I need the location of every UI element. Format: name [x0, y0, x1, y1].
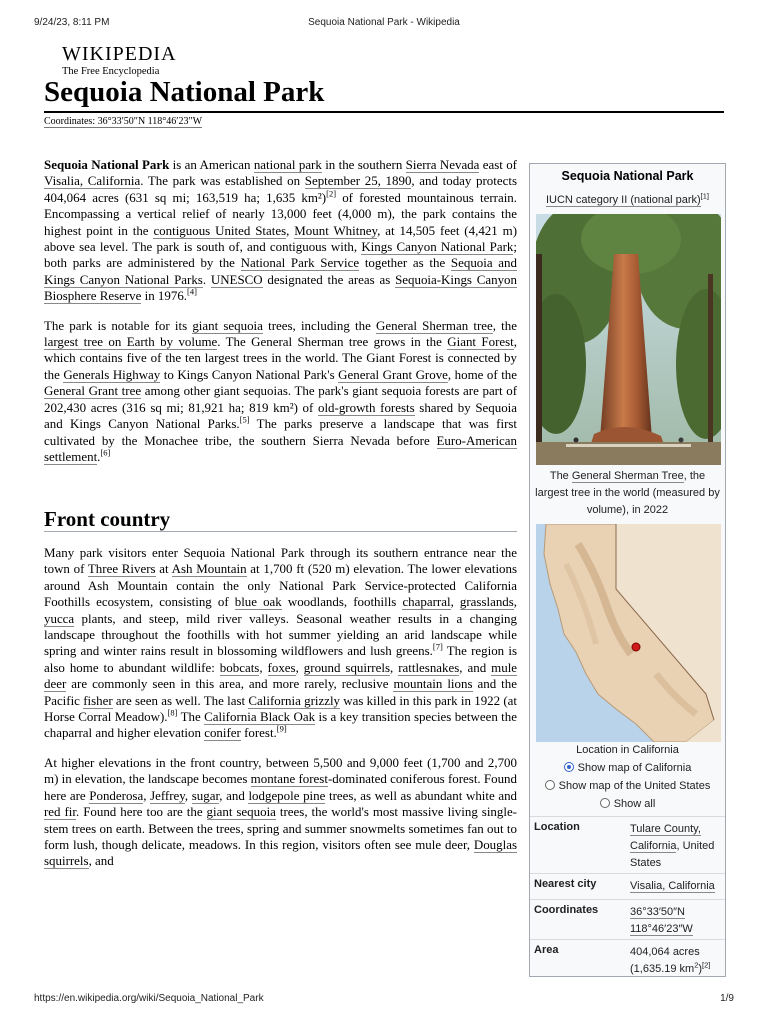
front-country-body: [44, 545, 517, 883]
infobox: [529, 163, 726, 977]
print-page-title: Sequoia National Park - Wikipedia: [308, 17, 460, 28]
article-link[interactable]: Giant Forest: [447, 334, 514, 350]
intro-paragraph-1: Sequoia National Park is an American national park in the southern Sierra Nevada east of Visalia, California. The park was established on September 25, 1890, and today protects 404,064 acres (631 sq mi; 163,519 ha; 1,635 km²)[2] of forested mountainous terrain. Encompassing a vertical relief of nearly 13,000 feet (4,000 m), the park contains the highest point in the contiguous United States, Mount Whitney, at 14,505 feet (4,421 m) above sea level. The park is south of, and contiguous with, Kings Canyon National Park; both parks are administered by the National Park Service together as the Sequoia and Kings Canyon National Parks. UNESCO designated the areas as Sequoia-Kings Canyon Biosphere Reserve in 1976.[4]: [44, 157, 518, 304]
article-link[interactable]: Generals Highway: [63, 366, 161, 382]
article-link[interactable]: Three Rivers: [87, 561, 156, 577]
reference-link[interactable]: [7]: [432, 642, 443, 653]
nearest-city-label: Nearest city: [534, 878, 597, 890]
coordinates-text[interactable]: Coordinates: 36°33′50″N 118°46′23″W: [44, 116, 203, 127]
tree-photo-caption: The General Sherman Tree, the largest tree in the world (measured by volume), in 2022: [535, 470, 720, 516]
reference-link[interactable]: [9]: [276, 724, 287, 735]
reference-link[interactable]: [5]: [239, 414, 250, 425]
article-link[interactable]: bobcats: [219, 659, 260, 675]
page-title: Sequoia National Park: [44, 76, 325, 108]
article-link[interactable]: General Grant Grove: [338, 366, 448, 382]
visalia-link[interactable]: Visalia, California: [630, 880, 715, 892]
radio-show-all[interactable]: Show all: [530, 798, 725, 810]
general-sherman-link[interactable]: General Sherman Tree: [571, 470, 684, 482]
california-link[interactable]: California: [630, 840, 677, 852]
infobox-row-nearest-city: [530, 873, 725, 899]
article-link[interactable]: conifer: [204, 725, 241, 741]
article-link[interactable]: chaparral: [402, 594, 451, 610]
article-link[interactable]: national park: [253, 157, 322, 172]
print-url: https://en.wikipedia.org/wiki/Sequoia_National_Park: [34, 993, 264, 1004]
article-link[interactable]: Sierra Nevada: [405, 157, 480, 172]
infobox-row-coordinates: [530, 899, 725, 939]
article-link[interactable]: Douglas squirrels: [44, 836, 517, 869]
radio-unselected-icon[interactable]: [600, 798, 610, 808]
bold-term: Sequoia National Park: [44, 157, 170, 172]
area-ref[interactable]: [2]: [702, 960, 711, 970]
article-link[interactable]: lodgepole pine: [248, 787, 326, 803]
article-link[interactable]: sugar: [191, 787, 220, 803]
article-link[interactable]: largest tree on Earth by volume: [44, 334, 218, 350]
reference-link[interactable]: [8]: [167, 707, 178, 718]
general-sherman-tree-photo[interactable]: [536, 214, 721, 465]
article-link[interactable]: Ponderosa: [89, 787, 144, 803]
infobox-row-location: [530, 816, 725, 873]
area-label: Area: [534, 944, 559, 956]
wikipedia-logo[interactable]: [62, 43, 177, 78]
logo-wordmark: WIKIPEDIA: [62, 43, 177, 65]
coordinates-label: Coordinates: [534, 904, 599, 916]
article-link[interactable]: Jeffrey: [150, 787, 185, 803]
california-location-map[interactable]: [536, 524, 721, 742]
article-link[interactable]: September 25, 1890: [304, 173, 412, 189]
infobox-iucn: [530, 191, 725, 206]
article-link[interactable]: foxes: [267, 659, 296, 675]
article-link[interactable]: yucca: [44, 610, 75, 626]
article-link[interactable]: UNESCO: [210, 271, 263, 287]
coordinates-value[interactable]: 36°33′50″N 118°46′23″W: [630, 906, 693, 935]
article-link[interactable]: montane forest: [250, 771, 328, 787]
reference-link[interactable]: [6]: [100, 447, 111, 458]
radio-unselected-icon[interactable]: [545, 780, 555, 790]
article-link[interactable]: mountain lions: [393, 676, 473, 692]
article-link[interactable]: General Grant tree: [44, 383, 142, 399]
iucn-ref[interactable]: [1]: [700, 191, 709, 201]
intro-body: [44, 157, 517, 478]
map-pin: [632, 643, 640, 651]
radio-show-map-california[interactable]: Show map of California: [530, 762, 725, 774]
title-divider: [44, 111, 724, 113]
section-heading-front-country: Front country: [44, 507, 171, 531]
radio-selected-icon[interactable]: [564, 762, 574, 772]
article-link[interactable]: giant sequoia: [206, 804, 276, 820]
print-page-number: 1/9: [720, 993, 734, 1004]
article-link[interactable]: old-growth forests: [317, 399, 415, 415]
area-value: 404,064 acres (1,635.19 $km^2)[2]$: [630, 946, 711, 975]
section-divider: [44, 531, 517, 532]
infobox-title: Sequoia National Park: [561, 169, 694, 183]
article-link[interactable]: Sequoia-Kings Canyon Biosphere Reserve: [44, 271, 517, 304]
front-country-paragraph-1: Many park visitors enter Sequoia National Park through its southern entrance near the town of Three Rivers at Ash Mountain at 1,700 ft (520 m) elevation. The lower elevations around Ash Mountain contain the only National Park Service-protected California Foothills ecosystem, consisting of blue oak woodlands, foothills chaparral, grasslands, yucca plants, and steep, mild river valleys. Seasonal weather results in a changing landscape throughout the foothills with hot summer yielding an arid landscape while spring and winter rains result in blossoming wildflowers and lush greens.[7] The region is also home to abundant wildlife: bobcats, foxes, ground squirrels, rattlesnakes, and mule deer are commonly seen in this area, and more rarely, reclusive mountain lions and the Pacific fisher are seen as well. The last California grizzly was killed in this park in 1922 (at Horse Corral Meadow).[8] The California Black Oak is a key transition species between the chaparral and higher elevation conifer forest.[9]: [44, 545, 518, 741]
article-link[interactable]: California Black Oak: [204, 709, 316, 725]
iucn-category-link[interactable]: IUCN category II (national park): [545, 194, 701, 206]
article-link[interactable]: fisher: [83, 692, 113, 708]
print-datetime: 9/24/23, 8:11 PM: [34, 17, 110, 28]
logo-tagline: The Free Encyclopedia: [62, 66, 160, 77]
reference-link[interactable]: [2]: [326, 188, 337, 199]
article-link[interactable]: National Park Service: [240, 255, 360, 271]
infobox-row-area: [530, 939, 725, 977]
article-link[interactable]: red fir: [44, 804, 76, 820]
radio-show-map-united-states[interactable]: Show map of the United States: [530, 780, 725, 792]
tree-photo-image: [536, 214, 721, 465]
article-link[interactable]: Visalia, California: [44, 173, 141, 189]
location-value: Tulare County, California, United States: [630, 823, 715, 869]
article-link[interactable]: Sequoia and Kings Canyon National Parks: [44, 255, 517, 287]
location-map-image: [536, 524, 721, 742]
article-link[interactable]: Euro-American settlement: [44, 432, 517, 464]
intro-paragraph-2: The park is notable for its giant sequoia trees, including the General Sherman tree, the largest tree on Earth by volume. The General Sherman tree grows in the Giant Forest, which contains five of the ten largest trees in the world. The Giant Forest is connected by the Generals Highway to Kings Canyon National Park's General Grant Grove, home of the General Grant tree among other giant sequoias. The park's giant sequoia forests are part of 202,430 acres (316 sq mi; 81,921 ha; 819 km²) of old-growth forests shared by Sequoia and Kings Canyon National Parks.[5] The parks preserve a landscape that was first cultivated by the Monachee tribe, the southern Sierra Nevada before Euro-American settlement.[6]: [44, 317, 518, 464]
article-link[interactable]: General Sherman tree: [376, 317, 493, 333]
front-country-paragraph-2: At higher elevations in the front country, between 5,500 and 9,000 feet (1,700 and 2,700 m) in elevation, the landscape becomes montane forest-dominated coniferous forest. Found here are Ponderosa, Jeffrey, sugar, and lodgepole pine trees, as well as abundant white and red fir. Found here too are the giant sequoia trees, the world's most massive living single-stem trees on earth. Between the trees, spring and summer snowmelts sometimes fan out to form lush, though delicate, meadows. In this region, visitors often see mule deer, Douglas squirrels, and: [44, 754, 518, 869]
article-link[interactable]: mule deer: [44, 659, 518, 692]
article-link[interactable]: contiguous United States: [153, 222, 287, 238]
location-label: Location: [534, 821, 580, 833]
coordinates-link[interactable]: [44, 116, 202, 127]
article-link[interactable]: blue oak: [234, 594, 282, 610]
article-link[interactable]: grasslands: [459, 594, 514, 610]
article-link[interactable]: California grizzly: [248, 692, 341, 708]
article-link[interactable]: ground squirrels: [303, 659, 390, 675]
tulare-county-link[interactable]: Tulare County,: [630, 823, 701, 835]
article-link[interactable]: rattlesnakes: [398, 659, 460, 675]
article-link[interactable]: Kings Canyon National Park: [361, 239, 514, 255]
article-link[interactable]: Mount Whitney: [294, 222, 378, 238]
map-caption: Location in California: [576, 744, 679, 756]
article-link[interactable]: Ash Mountain: [171, 561, 247, 577]
article-link[interactable]: giant sequoia: [192, 317, 263, 333]
reference-link[interactable]: [4]: [187, 286, 197, 297]
